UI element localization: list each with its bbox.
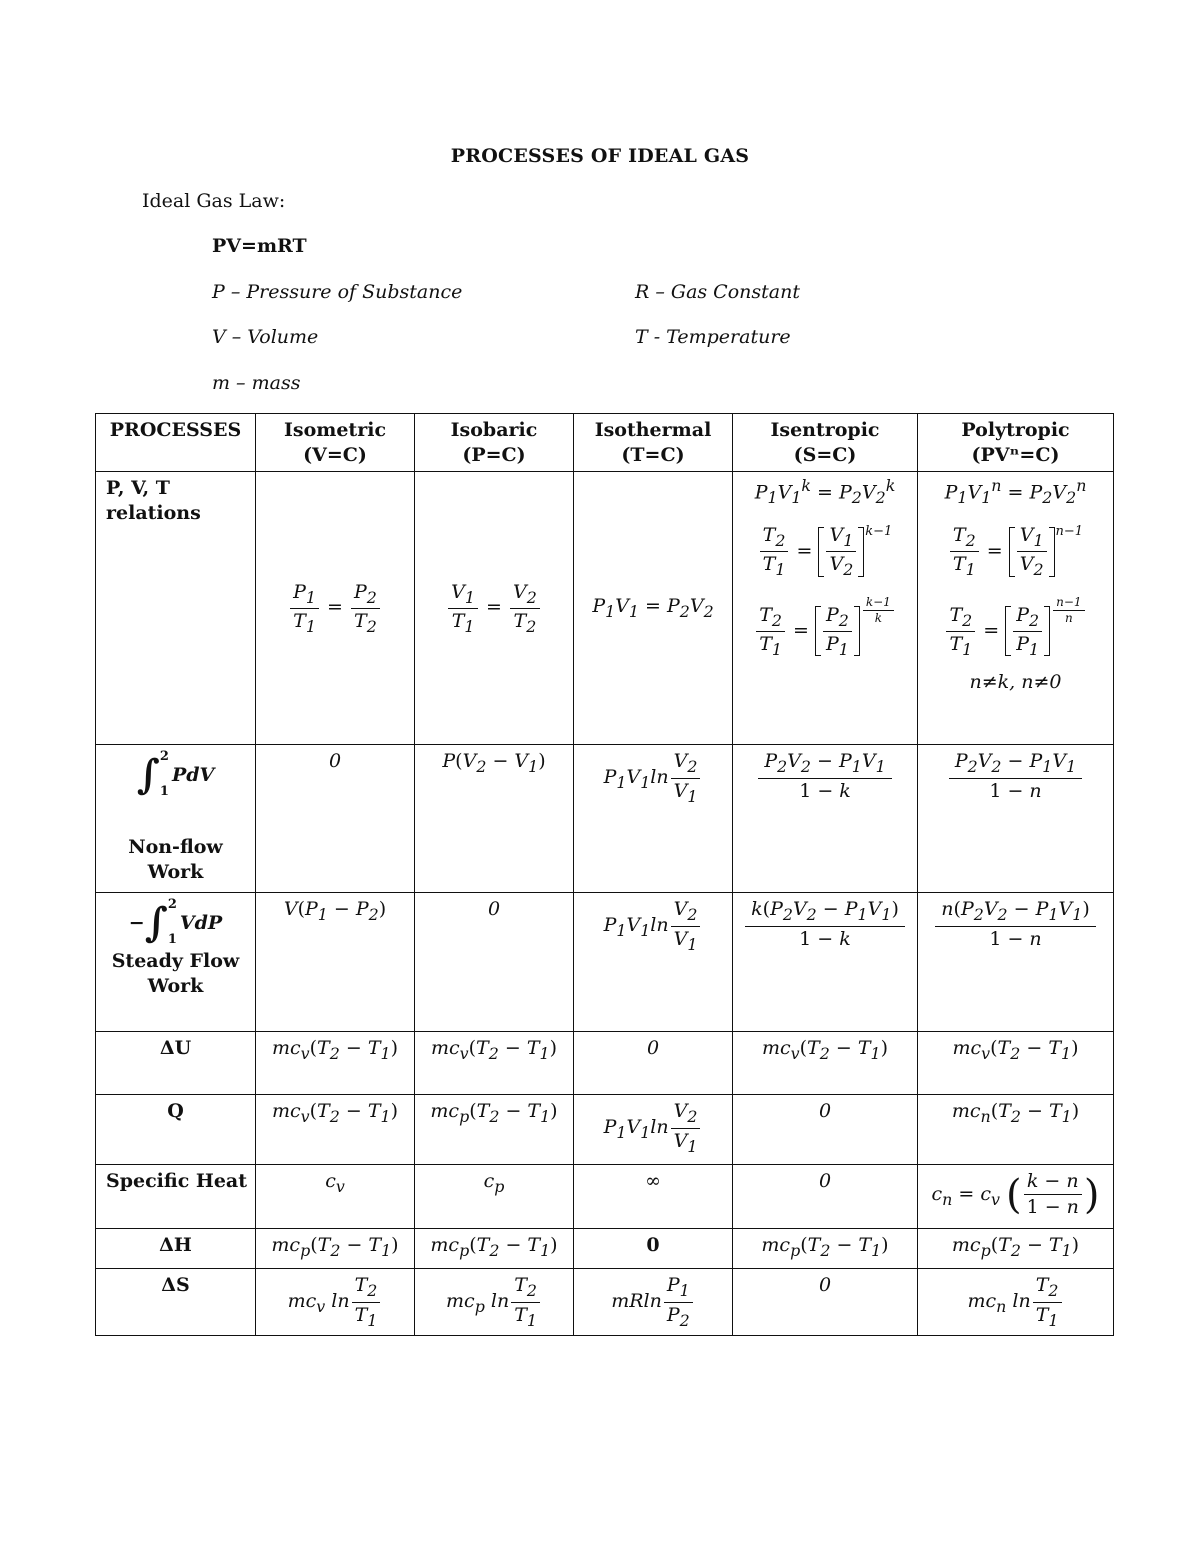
header-isometric: Isometric (V=C) <box>256 414 415 472</box>
row-label-q: Q <box>96 1095 256 1165</box>
row-label-delta-h: ΔH <box>96 1229 256 1269</box>
isobaric-specific-heat: $c_p$ <box>415 1165 574 1229</box>
processes-table <box>95 413 1114 1336</box>
header-row <box>96 414 1114 472</box>
definition-mass: m – mass <box>212 372 301 394</box>
isobaric-delta-h: $mc_p(T_2 - T_1)$ <box>415 1229 574 1269</box>
definition-volume: V – Volume <box>212 326 319 348</box>
isobaric-nonflow: $P(V_2 - V_1)$ <box>415 745 574 893</box>
isentropic-q: 0 <box>733 1095 918 1165</box>
isentropic-steady-flow: $\frac{k(P_2V_2 - P_1V_1)}{1 - k}$ <box>733 893 918 1032</box>
polytropic-delta-u: $mc_v(T_2 - T_1)$ <box>918 1032 1114 1095</box>
isometric-steady-flow: $V(P_1 - P_2)$ <box>256 893 415 1032</box>
isothermal-q: $P_1V_1\ln$ $\frac{V_2}{V_1}$ <box>574 1095 733 1165</box>
header-processes: PROCESSES <box>96 414 256 472</box>
polytropic-note: n≠k, n≠0 <box>969 671 1062 694</box>
polytropic-delta-h: $mc_p(T_2 - T_1)$ <box>918 1229 1114 1269</box>
isobaric-q: $mc_p(T_2 - T_1)$ <box>415 1095 574 1165</box>
isothermal-delta-h: 0 <box>574 1229 733 1269</box>
polytropic-specific-heat: $c_n = c_v$ ( $\frac{k - n}{1 - n}$ ) <box>918 1165 1114 1229</box>
header-isentropic: Isentropic (S=C) <box>733 414 918 472</box>
row-specific-heat <box>96 1165 1114 1229</box>
isobaric-delta-u: $mc_v(T_2 - T_1)$ <box>415 1032 574 1095</box>
isometric-q: $mc_v(T_2 - T_1)$ <box>256 1095 415 1165</box>
isobaric-steady-flow: 0 <box>415 893 574 1032</box>
row-nonflow-work <box>96 745 1114 893</box>
isometric-delta-u: $mc_v(T_2 - T_1)$ <box>256 1032 415 1095</box>
isobaric-delta-s: $mc_p$ ln $\frac{T_2}{T_1}$ <box>415 1269 574 1336</box>
row-label-delta-u: ΔU <box>96 1032 256 1095</box>
row-label-specific-heat: Specific Heat <box>96 1165 256 1229</box>
isentropic-delta-s: 0 <box>733 1269 918 1336</box>
isometric-nonflow: 0 <box>256 745 415 893</box>
row-delta-h <box>96 1229 1114 1269</box>
polytropic-delta-s: $mc_n$ ln $\frac{T_2}{T_1}$ <box>918 1269 1114 1336</box>
row-label-nonflow: ∫ 2 1 PdV Non-flow Work <box>96 745 256 893</box>
isentropic-delta-u: $mc_v(T_2 - T_1)$ <box>733 1032 918 1095</box>
polytropic-q: $mc_n(T_2 - T_1)$ <box>918 1095 1114 1165</box>
row-label-pvt: P, V, T relations <box>96 472 256 745</box>
definition-pressure: P – Pressure of Substance <box>212 281 463 303</box>
definition-temperature: T - Temperature <box>635 326 791 348</box>
isobaric-pvt: $\frac{V_1}{T_1}$ = $\frac{V_2}{T_2}$ <box>415 472 574 745</box>
isometric-pvt: $\frac{P_1}{T_1}$ = $\frac{P_2}{T_2}$ <box>256 472 415 745</box>
isothermal-pvt: $P_1V_1 = P_2V_2$ <box>574 472 733 745</box>
isentropic-nonflow: $\frac{P_2V_2 - P_1V_1}{1 - k}$ <box>733 745 918 893</box>
polytropic-steady-flow: $\frac{n(P_2V_2 - P_1V_1)}{1 - n}$ <box>918 893 1114 1032</box>
isometric-delta-h: $mc_p(T_2 - T_1)$ <box>256 1229 415 1269</box>
row-heat-q <box>96 1095 1114 1165</box>
ideal-gas-law-label: Ideal Gas Law: <box>142 190 286 212</box>
isothermal-specific-heat: ∞ <box>574 1165 733 1229</box>
polytropic-nonflow: $\frac{P_2V_2 - P_1V_1}{1 - n}$ <box>918 745 1114 893</box>
ideal-gas-law-equation: PV=mRT <box>212 235 307 257</box>
isothermal-delta-u: 0 <box>574 1032 733 1095</box>
row-label-delta-s: ΔS <box>96 1269 256 1336</box>
isometric-delta-s: $mc_v$ ln $\frac{T_2}{T_1}$ <box>256 1269 415 1336</box>
row-pvt-relations <box>96 472 1114 745</box>
isothermal-steady-flow: $P_1V_1\ln$ $\frac{V_2}{V_1}$ <box>574 893 733 1032</box>
isentropic-specific-heat: 0 <box>733 1165 918 1229</box>
definition-gas-constant: R – Gas Constant <box>635 281 800 303</box>
isometric-specific-heat: $c_v$ <box>256 1165 415 1229</box>
row-delta-s <box>96 1269 1114 1336</box>
isothermal-nonflow: $P_1V_1\ln$ $\frac{V_2}{V_1}$ <box>574 745 733 893</box>
row-steady-flow-work <box>96 893 1114 1032</box>
row-label-steady-flow: − ∫ 2 1 VdP Steady Flow Work <box>96 893 256 1032</box>
isentropic-pvt: $P_1V_1^k = P_2V_2^k$ $\frac{T_2}{T_1}$ = $\frac{V_1}{V_2}$ $^{k-1}$ $\frac{T_2}{T_1}$ = $\frac{P_2}{P_1}$ $^{\frac{k-1}{k}}$ <box>733 472 918 745</box>
isentropic-delta-h: $mc_p(T_2 - T_1)$ <box>733 1229 918 1269</box>
header-isobaric: Isobaric (P=C) <box>415 414 574 472</box>
page-title: PROCESSES OF IDEAL GAS <box>450 145 750 167</box>
polytropic-pvt: $P_1V_1^n = P_2V_2^n$ $\frac{T_2}{T_1}$ = $\frac{V_1}{V_2}$ $^{n-1}$ $\frac{T_2}{T_1}$ = $\frac{P_2}{P_1}$ $^{\frac{n-1}{n}}$ n≠k, n≠0 <box>918 472 1114 745</box>
isothermal-delta-s: mRln $\frac{P_1}{P_2}$ <box>574 1269 733 1336</box>
header-polytropic: Polytropic (PVⁿ=C) <box>918 414 1114 472</box>
row-delta-u <box>96 1032 1114 1095</box>
header-isothermal: Isothermal (T=C) <box>574 414 733 472</box>
